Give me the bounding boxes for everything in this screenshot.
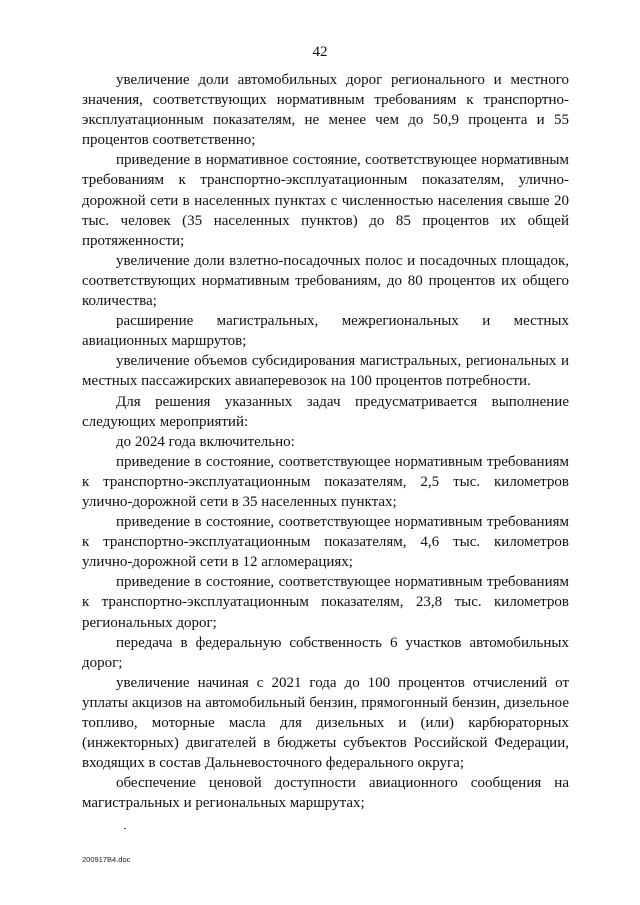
paragraph: приведение в состояние, соответствующее нормативным требованиям к транспортно-эксплуатационным показателям, 23,8 тыс. километров региональных дорог; bbox=[82, 574, 569, 631]
document-body bbox=[82, 70, 569, 813]
page-number: 42 bbox=[312, 44, 328, 60]
paragraph: увеличение начиная с 2021 года до 100 процентов отчислений от уплаты акцизов на автомобильный бензин, прямогонный бензин, дизельное топливо, моторные масла для дизельных и (или) карбюраторных (инжекторных) двигателей в бюджеты субъектов Российской Федерации, входящих в состав Дальневосточного федерального округа; bbox=[82, 674, 569, 772]
paragraph: увеличение доли автомобильных дорог регионального и местного значения, соответствующих нормативным требованиям к транспортно-эксплуатационным показателям, не менее чем до 50,9 процента и 55 процентов соответственно; bbox=[82, 72, 569, 149]
paragraph: обеспечение ценовой доступности авиационного сообщения на магистральных и региональных маршрутах; bbox=[82, 775, 569, 812]
paragraph: передача в федеральную собственность 6 участков автомобильных дорог; bbox=[82, 634, 569, 671]
stray-mark bbox=[124, 828, 126, 829]
paragraph: приведение в нормативное состояние, соответствующее нормативным требованиям к транспортно-эксплуатационным показателям, улично-дорожной сети в населенных пунктах с численностью населения свыше 20 тыс. человек (35 населенных пунктов) до 85 процентов их общей протяженности; bbox=[82, 152, 569, 249]
paragraph: увеличение доли взлетно-посадочных полос и посадочных площадок, соответствующих нормативным требованиям, до 80 процентов их общего количества; bbox=[82, 252, 569, 310]
paragraph: увеличение объемов субсидирования магистральных, региональных и местных пассажирских авиаперевозок на 100 процентов потребности. bbox=[82, 353, 569, 390]
paragraph: до 2024 года включительно: bbox=[116, 433, 295, 450]
paragraph: расширение магистральных, межрегиональных и местных авиационных маршрутов; bbox=[82, 313, 569, 350]
paragraph: приведение в состояние, соответствующее нормативным требованиям к транспортно-эксплуатационным показателям, 4,6 тыс. километров улично-дорожной сети в 12 агломерациях; bbox=[82, 514, 569, 571]
paragraph: Для решения указанных задач предусматривается выполнение следующих мероприятий: bbox=[82, 393, 569, 430]
file-name-footer: 200917В4.doc bbox=[82, 855, 131, 864]
paragraph: приведение в состояние, соответствующее нормативным требованиям к транспортно-эксплуатационным показателям, 2,5 тыс. километров улично-дорожной сети в 35 населенных пунктах; bbox=[82, 453, 569, 510]
